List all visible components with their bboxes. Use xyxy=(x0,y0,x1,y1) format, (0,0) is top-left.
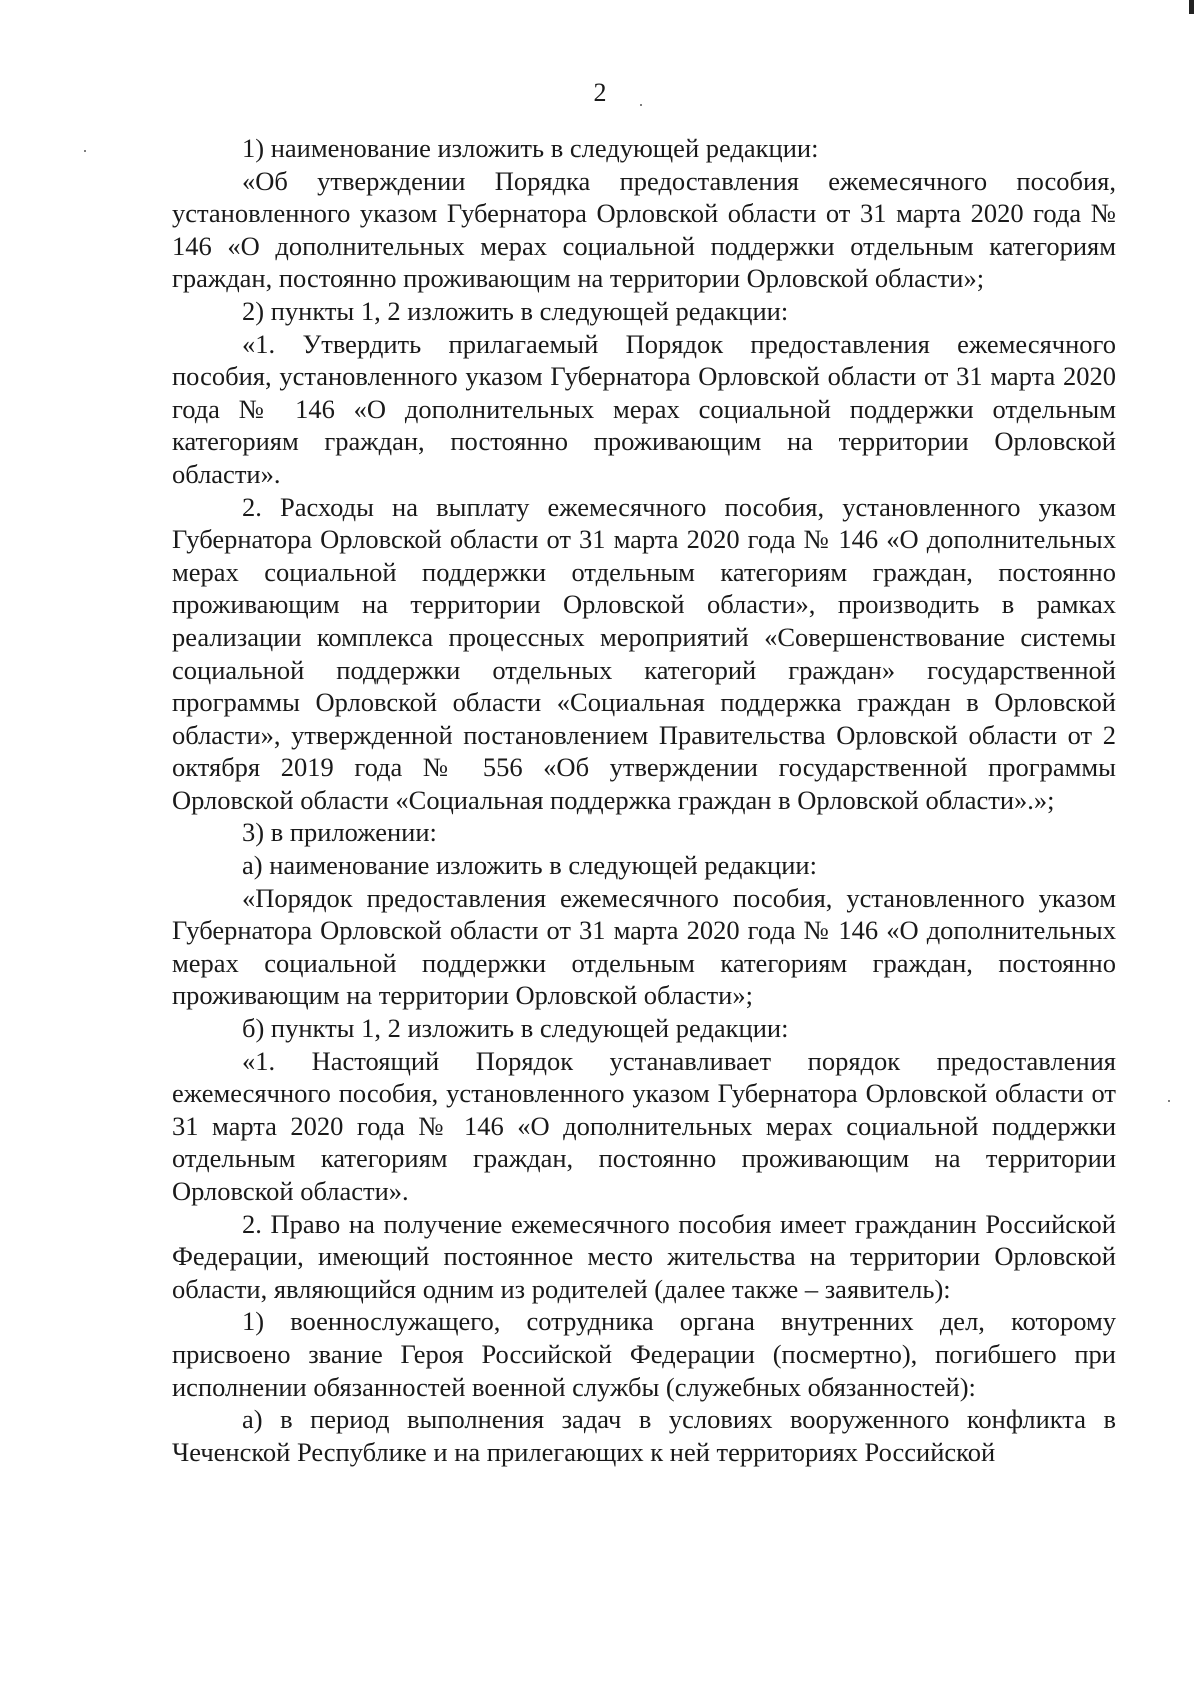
paragraph: 1) наименование изложить в следующей редакции: xyxy=(242,133,819,163)
paragraph: «1. Настоящий Порядок устанавливает порядок предоставления ежемесячного пособия, установленного указом Губернатора Орловской области от 31 марта 2020 года № 146 «О дополнительных мерах социальной поддержки отдельным категориям граждан, постоянно проживающим на территории Орловской области». xyxy=(172,1045,1116,1206)
paragraph: 2. Право на получение ежемесячного пособия имеет гражданин Российской Федерации, имеющий постоянное место жительства на территории Орловской области, являющийся одним из родителей (далее также – заявитель): xyxy=(172,1208,1116,1304)
paragraph: «1. Утвердить прилагаемый Порядок предоставления ежемесячного пособия, установленного указом Губернатора Орловской области от 31 марта 2020 года № 146 «О дополнительных мерах социальной поддержки отдельным категориям граждан, постоянно проживающим на территории Орловской области». xyxy=(172,328,1116,489)
paragraph: 1) военнослужащего, сотрудника органа внутренних дел, которому присвоено звание Героя Российской Федерации (посмертно), погибшего при исполнении обязанностей военной службы (служебных обязанностей): xyxy=(172,1306,1116,1402)
page-number: 2 xyxy=(593,78,607,107)
paragraph: 2) пункты 1, 2 изложить в следующей редакции: xyxy=(242,295,789,326)
scan-speck xyxy=(1168,1100,1170,1102)
paragraph: 3) в приложении: xyxy=(242,817,437,848)
paragraph: «Об утверждении Порядка предоставления ежемесячного пособия, установленного указом Губернатора Орловской области от 31 марта 2020 года № 146 «О дополнительных мерах социальной поддержки отдельным категориям граждан, постоянно проживающим на территории Орловской области»; xyxy=(172,165,1116,294)
scan-corner-mark xyxy=(1189,0,1194,14)
document-body xyxy=(172,132,1116,1468)
paragraph: а) в период выполнения задач в условиях вооруженного конфликта в Чеченской Республике и на прилегающих к ней территориях Российской xyxy=(172,1404,1116,1467)
paragraph: б) пункты 1, 2 изложить в следующей редакции: xyxy=(242,1013,789,1044)
scan-speck xyxy=(84,150,86,152)
paragraph: «Порядок предоставления ежемесячного пособия, установленного указом Губернатора Орловской области от 31 марта 2020 года № 146 «О дополнительных мерах социальной поддержки отдельным категориям граждан, постоянно проживающим на территории Орловской области»; xyxy=(172,882,1116,1011)
paragraph: а) наименование изложить в следующей редакции: xyxy=(242,850,817,881)
paragraph: 2. Расходы на выплату ежемесячного пособия, установленного указом Губернатора Орловской области от 31 марта 2020 года № 146 «О дополнительных мерах социальной поддержки отдельным категориям граждан, постоянно проживающим на территории Орловской области», производить в рамках реализации комплекса процессных мероприятий «Совершенствование системы социальной поддержки отдельных категорий граждан» государственной программы Орловской области «Социальная поддержка граждан в Орловской области», утвержденной постановлением Правительства Орловской области от 2 октября 2019 года № 556 «Об утверждении государственной программы Орловской области «Социальная поддержка граждан в Орловской области».»; xyxy=(172,491,1116,815)
